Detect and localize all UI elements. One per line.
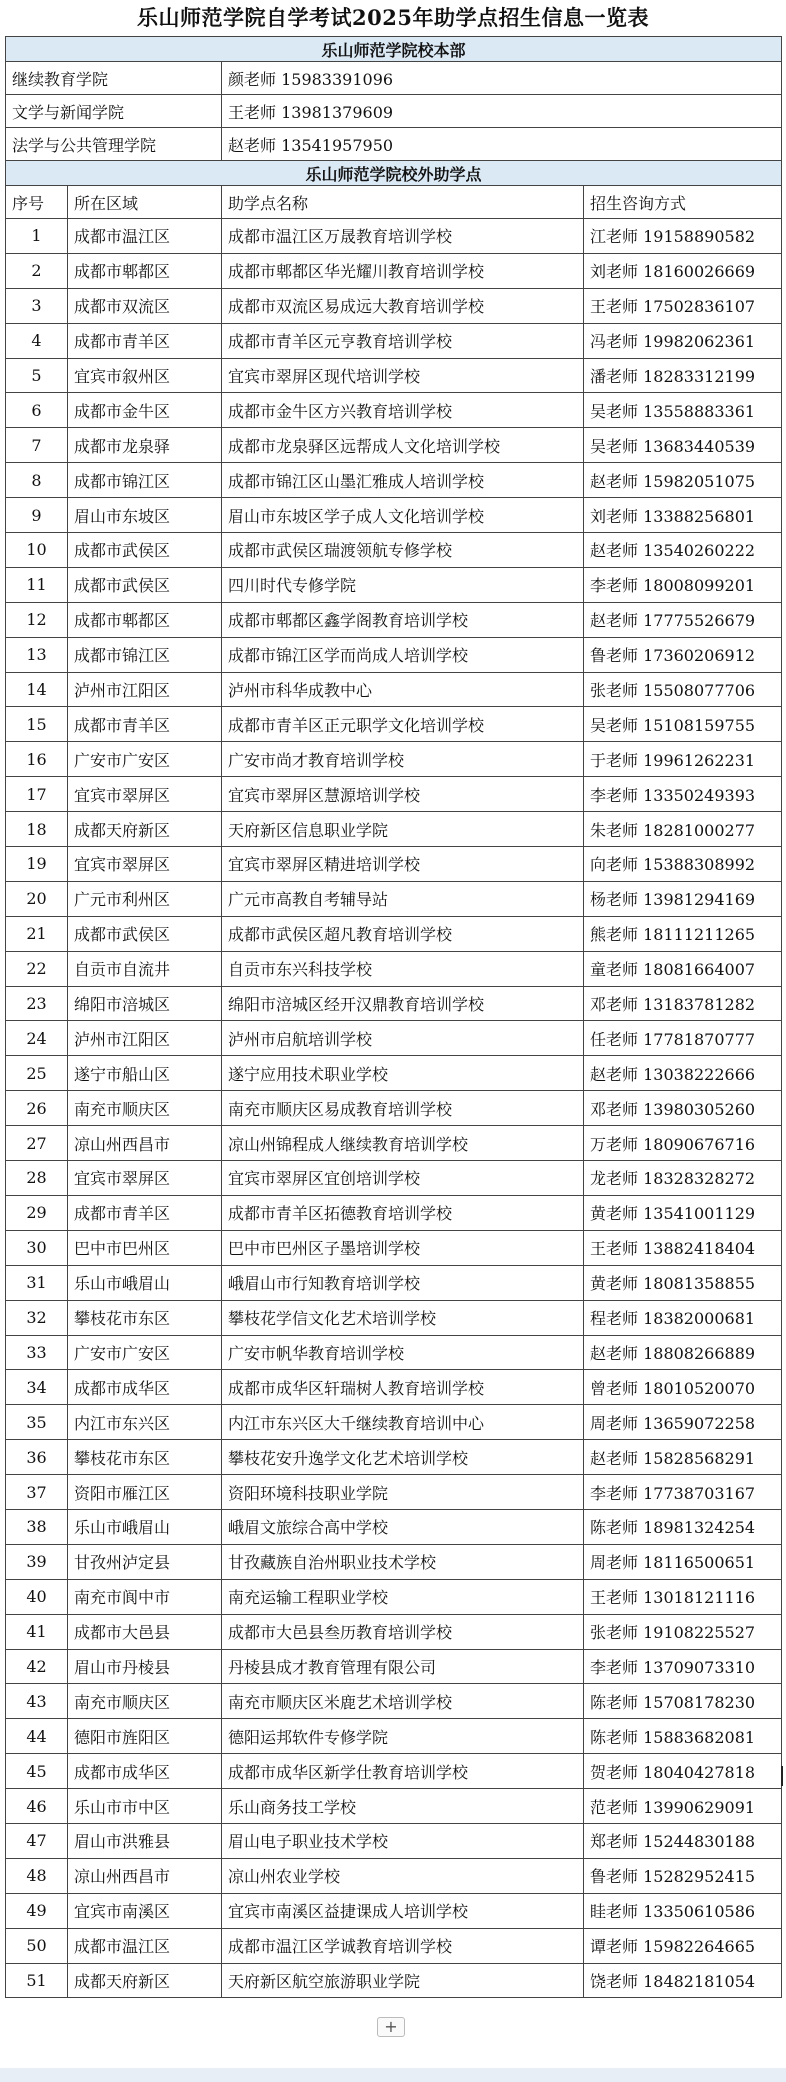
- row-contact: 李老师 18008099201: [584, 567, 782, 602]
- table-row: [6, 358, 782, 393]
- row-region: 广安市广安区: [68, 1335, 222, 1370]
- row-index: 45: [6, 1754, 68, 1789]
- row-index: 51: [6, 1963, 68, 1998]
- row-region: 成都天府新区: [68, 812, 222, 847]
- table-row: [6, 288, 782, 323]
- row-name: 广安市帆华教育培训学校: [222, 1335, 584, 1370]
- row-name: 资阳环境科技职业学院: [222, 1475, 584, 1510]
- row-index: 27: [6, 1126, 68, 1161]
- table-row: [6, 1928, 782, 1963]
- row-contact: 赵老师 15982051075: [584, 463, 782, 498]
- hq-contact: 赵老师 13541957950: [222, 128, 782, 161]
- row-name: 成都市温江区万晟教育培训学校: [222, 219, 584, 254]
- table-row: [6, 1614, 782, 1649]
- row-index: 2: [6, 253, 68, 288]
- row-region: 成都市成华区: [68, 1754, 222, 1789]
- row-index: 7: [6, 428, 68, 463]
- table-header-row: [6, 186, 782, 219]
- row-region: 眉山市洪雅县: [68, 1823, 222, 1858]
- row-index: 1: [6, 219, 68, 254]
- row-region: 广元市利州区: [68, 881, 222, 916]
- table-row: [6, 1161, 782, 1196]
- row-index: 30: [6, 1230, 68, 1265]
- row-contact: 程老师 18382000681: [584, 1300, 782, 1335]
- row-index: 33: [6, 1335, 68, 1370]
- row-index: 5: [6, 358, 68, 393]
- row-index: 44: [6, 1719, 68, 1754]
- row-name: 成都市青羊区元亨教育培训学校: [222, 323, 584, 358]
- row-region: 遂宁市船山区: [68, 1056, 222, 1091]
- row-contact: 黄老师 13541001129: [584, 1195, 782, 1230]
- row-name: 峨眉山市行知教育培训学校: [222, 1265, 584, 1300]
- row-index: 37: [6, 1475, 68, 1510]
- row-contact: 邓老师 13980305260: [584, 1091, 782, 1126]
- table-row: [6, 1789, 782, 1824]
- table-row: [6, 1684, 782, 1719]
- row-contact: 吴老师 13683440539: [584, 428, 782, 463]
- table-row: [6, 1509, 782, 1544]
- row-contact: 黄老师 18081358855: [584, 1265, 782, 1300]
- row-name: 成都市武侯区瑞渡领航专修学校: [222, 533, 584, 568]
- row-index: 29: [6, 1195, 68, 1230]
- row-name: 眉山电子职业技术学校: [222, 1823, 584, 1858]
- row-contact: 童老师 18081664007: [584, 951, 782, 986]
- page-title: 乐山师范学院自学考试2025年助学点招生信息一览表: [137, 5, 649, 30]
- row-name: 宜宾市翠屏区慧源培训学校: [222, 777, 584, 812]
- row-name: 成都市锦江区学而尚成人培训学校: [222, 637, 584, 672]
- row-region: 广安市广安区: [68, 742, 222, 777]
- row-index: 14: [6, 672, 68, 707]
- row-contact: 赵老师 15828568291: [584, 1440, 782, 1475]
- row-name: 天府新区航空旅游职业学院: [222, 1963, 584, 1998]
- row-contact: 陈老师 15883682081: [584, 1719, 782, 1754]
- hq-section-title: 乐山师范学院校本部: [6, 37, 782, 62]
- off-section-header: [6, 161, 782, 186]
- row-index: 31: [6, 1265, 68, 1300]
- row-name: 成都市青羊区拓德教育培训学校: [222, 1195, 584, 1230]
- row-contact: 邓老师 13183781282: [584, 986, 782, 1021]
- row-contact: 贺老师 18040427818: [584, 1754, 782, 1789]
- row-index: 47: [6, 1823, 68, 1858]
- row-contact: 鲁老师 17360206912: [584, 637, 782, 672]
- document: [5, 0, 781, 1998]
- row-name: 攀枝花学信文化艺术培训学校: [222, 1300, 584, 1335]
- row-region: 宜宾市翠屏区: [68, 1161, 222, 1196]
- header-contact: 招生咨询方式: [584, 186, 782, 219]
- table-row: [6, 1963, 782, 1998]
- row-name: 天府新区信息职业学院: [222, 812, 584, 847]
- row-name: 四川时代专修学院: [222, 567, 584, 602]
- row-name: 凉山州锦程成人继续教育培训学校: [222, 1126, 584, 1161]
- table-row: [6, 1300, 782, 1335]
- table-row: [6, 951, 782, 986]
- table-row: [6, 1335, 782, 1370]
- row-contact: 杨老师 13981294169: [584, 881, 782, 916]
- row-region: 成都市郫都区: [68, 602, 222, 637]
- row-region: 乐山市市中区: [68, 1789, 222, 1824]
- row-region: 宜宾市叙州区: [68, 358, 222, 393]
- scroll-marker: [781, 1766, 783, 1786]
- table-row: [6, 881, 782, 916]
- row-name: 泸州市启航培训学校: [222, 1021, 584, 1056]
- row-region: 成都市锦江区: [68, 637, 222, 672]
- row-index: 11: [6, 567, 68, 602]
- table-row: [6, 916, 782, 951]
- table-row: [6, 323, 782, 358]
- row-index: 22: [6, 951, 68, 986]
- row-contact: 赵老师 18808266889: [584, 1335, 782, 1370]
- row-region: 成都市青羊区: [68, 1195, 222, 1230]
- row-region: 成都市大邑县: [68, 1614, 222, 1649]
- table-row: [6, 393, 782, 428]
- row-contact: 潘老师 18283312199: [584, 358, 782, 393]
- row-contact: 熊老师 18111211265: [584, 916, 782, 951]
- hq-contact: 颜老师 15983391096: [222, 62, 782, 95]
- row-name: 成都市金牛区方兴教育培训学校: [222, 393, 584, 428]
- row-name: 攀枝花安升逸学文化艺术培训学校: [222, 1440, 584, 1475]
- table-row: [6, 1230, 782, 1265]
- row-region: 成都市武侯区: [68, 567, 222, 602]
- table-row: [6, 777, 782, 812]
- row-contact: 王老师 13018121116: [584, 1579, 782, 1614]
- row-index: 6: [6, 393, 68, 428]
- row-index: 4: [6, 323, 68, 358]
- table-row: [6, 1370, 782, 1405]
- row-name: 南充运输工程职业学校: [222, 1579, 584, 1614]
- row-region: 南充市顺庆区: [68, 1684, 222, 1719]
- row-name: 成都市武侯区超凡教育培训学校: [222, 916, 584, 951]
- table-row: [6, 1021, 782, 1056]
- row-contact: 张老师 19108225527: [584, 1614, 782, 1649]
- row-name: 乐山商务技工学校: [222, 1789, 584, 1824]
- row-name: 成都市锦江区山墨汇雅成人培训学校: [222, 463, 584, 498]
- row-index: 10: [6, 533, 68, 568]
- row-index: 9: [6, 498, 68, 533]
- row-index: 42: [6, 1649, 68, 1684]
- table-row: [6, 672, 782, 707]
- row-name: 遂宁应用技术职业学校: [222, 1056, 584, 1091]
- add-row-button[interactable]: +: [377, 2017, 405, 2037]
- table-row: [6, 602, 782, 637]
- row-contact: 李老师 13350249393: [584, 777, 782, 812]
- row-index: 38: [6, 1509, 68, 1544]
- table-row: [6, 707, 782, 742]
- row-region: 成都市龙泉驿: [68, 428, 222, 463]
- row-contact: 眭老师 13350610586: [584, 1893, 782, 1928]
- off-section-title: 乐山师范学院校外助学点: [6, 161, 782, 186]
- row-region: 宜宾市翠屏区: [68, 847, 222, 882]
- table-row: [6, 637, 782, 672]
- row-region: 凉山州西昌市: [68, 1126, 222, 1161]
- table-row: [6, 1858, 782, 1893]
- table-row: [6, 1265, 782, 1300]
- row-contact: 周老师 13659072258: [584, 1405, 782, 1440]
- row-index: 8: [6, 463, 68, 498]
- row-name: 峨眉文旅综合高中学校: [222, 1509, 584, 1544]
- row-index: 43: [6, 1684, 68, 1719]
- row-contact: 朱老师 18281000277: [584, 812, 782, 847]
- row-index: 28: [6, 1161, 68, 1196]
- row-contact: 李老师 17738703167: [584, 1475, 782, 1510]
- table-row: [6, 1405, 782, 1440]
- row-index: 46: [6, 1789, 68, 1824]
- row-name: 自贡市东兴科技学校: [222, 951, 584, 986]
- table-row: [6, 498, 782, 533]
- hq-row: [6, 128, 782, 161]
- row-name: 绵阳市涪城区经开汉鼎教育培训学校: [222, 986, 584, 1021]
- row-region: 成都市青羊区: [68, 323, 222, 358]
- row-name: 成都市青羊区正元职学文化培训学校: [222, 707, 584, 742]
- bottom-bar: [0, 2068, 786, 2082]
- header-region: 所在区域: [68, 186, 222, 219]
- row-region: 成都市锦江区: [68, 463, 222, 498]
- row-name: 南充市顺庆区米鹿艺术培训学校: [222, 1684, 584, 1719]
- row-index: 36: [6, 1440, 68, 1475]
- hq-row: [6, 62, 782, 95]
- hq-college: 继续教育学院: [6, 62, 222, 95]
- row-region: 泸州市江阳区: [68, 672, 222, 707]
- row-contact: 饶老师 18482181054: [584, 1963, 782, 1998]
- row-name: 德阳运邦软件专修学院: [222, 1719, 584, 1754]
- header-name: 助学点名称: [222, 186, 584, 219]
- table-row: [6, 1091, 782, 1126]
- table-row: [6, 1544, 782, 1579]
- row-name: 成都市成华区新学仕教育培训学校: [222, 1754, 584, 1789]
- table-row: [6, 253, 782, 288]
- row-contact: 万老师 18090676716: [584, 1126, 782, 1161]
- row-region: 成都市双流区: [68, 288, 222, 323]
- row-region: 成都市武侯区: [68, 533, 222, 568]
- row-region: 成都市温江区: [68, 219, 222, 254]
- row-contact: 李老师 13709073310: [584, 1649, 782, 1684]
- table-row: [6, 567, 782, 602]
- row-contact: 赵老师 13540260222: [584, 533, 782, 568]
- row-index: 41: [6, 1614, 68, 1649]
- row-index: 19: [6, 847, 68, 882]
- row-name: 成都市郫都区鑫学阁教育培训学校: [222, 602, 584, 637]
- table-row: [6, 1823, 782, 1858]
- row-region: 内江市东兴区: [68, 1405, 222, 1440]
- table-row: [6, 1649, 782, 1684]
- row-name: 广安市尚才教育培训学校: [222, 742, 584, 777]
- table-row: [6, 463, 782, 498]
- row-contact: 任老师 17781870777: [584, 1021, 782, 1056]
- row-contact: 王老师 13882418404: [584, 1230, 782, 1265]
- row-index: 13: [6, 637, 68, 672]
- row-contact: 刘老师 13388256801: [584, 498, 782, 533]
- row-index: 32: [6, 1300, 68, 1335]
- row-contact: 陈老师 15708178230: [584, 1684, 782, 1719]
- row-index: 34: [6, 1370, 68, 1405]
- row-region: 德阳市旌阳区: [68, 1719, 222, 1754]
- row-region: 宜宾市翠屏区: [68, 777, 222, 812]
- row-contact: 向老师 15388308992: [584, 847, 782, 882]
- row-region: 成都市金牛区: [68, 393, 222, 428]
- row-index: 24: [6, 1021, 68, 1056]
- row-index: 23: [6, 986, 68, 1021]
- row-index: 25: [6, 1056, 68, 1091]
- hq-college: 文学与新闻学院: [6, 95, 222, 128]
- hq-college: 法学与公共管理学院: [6, 128, 222, 161]
- table-row: [6, 428, 782, 463]
- table-row: [6, 1475, 782, 1510]
- row-name: 宜宾市翠屏区宜创培训学校: [222, 1161, 584, 1196]
- row-index: 40: [6, 1579, 68, 1614]
- row-name: 成都市成华区轩瑞树人教育培训学校: [222, 1370, 584, 1405]
- row-region: 宜宾市南溪区: [68, 1893, 222, 1928]
- row-region: 巴中市巴州区: [68, 1230, 222, 1265]
- row-contact: 吴老师 13558883361: [584, 393, 782, 428]
- row-name: 南充市顺庆区易成教育培训学校: [222, 1091, 584, 1126]
- hq-row: [6, 95, 782, 128]
- row-index: 26: [6, 1091, 68, 1126]
- row-contact: 赵老师 17775526679: [584, 602, 782, 637]
- row-name: 广元市高教自考辅导站: [222, 881, 584, 916]
- table-row: [6, 986, 782, 1021]
- table-row: [6, 1195, 782, 1230]
- off-campus-table: [5, 160, 782, 1998]
- row-region: 绵阳市涪城区: [68, 986, 222, 1021]
- row-contact: 于老师 19961262231: [584, 742, 782, 777]
- header-idx: 序号: [6, 186, 68, 219]
- row-name: 眉山市东坡区学子成人文化培训学校: [222, 498, 584, 533]
- row-name: 泸州市科华成教中心: [222, 672, 584, 707]
- row-name: 宜宾市南溪区益捷课成人培训学校: [222, 1893, 584, 1928]
- row-name: 巴中市巴州区子墨培训学校: [222, 1230, 584, 1265]
- table-row: [6, 742, 782, 777]
- row-name: 宜宾市翠屏区现代培训学校: [222, 358, 584, 393]
- hq-section-header: [6, 37, 782, 62]
- row-region: 南充市阆中市: [68, 1579, 222, 1614]
- row-region: 乐山市峨眉山: [68, 1509, 222, 1544]
- row-region: 成都市青羊区: [68, 707, 222, 742]
- hq-contact: 王老师 13981379609: [222, 95, 782, 128]
- row-name: 成都市龙泉驿区远帮成人文化培训学校: [222, 428, 584, 463]
- table-row: [6, 1579, 782, 1614]
- row-region: 成都市武侯区: [68, 916, 222, 951]
- row-name: 成都市郫都区华光耀川教育培训学校: [222, 253, 584, 288]
- row-index: 49: [6, 1893, 68, 1928]
- row-region: 成都市成华区: [68, 1370, 222, 1405]
- row-contact: 龙老师 18328328272: [584, 1161, 782, 1196]
- row-contact: 范老师 13990629091: [584, 1789, 782, 1824]
- row-region: 自贡市自流井: [68, 951, 222, 986]
- row-region: 成都天府新区: [68, 1963, 222, 1998]
- row-index: 35: [6, 1405, 68, 1440]
- row-name: 凉山州农业学校: [222, 1858, 584, 1893]
- table-row: [6, 1056, 782, 1091]
- row-index: 17: [6, 777, 68, 812]
- row-contact: 吴老师 15108159755: [584, 707, 782, 742]
- row-contact: 郑老师 15244830188: [584, 1823, 782, 1858]
- row-contact: 鲁老师 15282952415: [584, 1858, 782, 1893]
- table-row: [6, 1893, 782, 1928]
- row-index: 3: [6, 288, 68, 323]
- row-region: 眉山市东坡区: [68, 498, 222, 533]
- row-region: 眉山市丹棱县: [68, 1649, 222, 1684]
- row-index: 39: [6, 1544, 68, 1579]
- row-region: 南充市顺庆区: [68, 1091, 222, 1126]
- row-region: 甘孜州泸定县: [68, 1544, 222, 1579]
- row-index: 50: [6, 1928, 68, 1963]
- row-contact: 谭老师 15982264665: [584, 1928, 782, 1963]
- row-name: 成都市双流区易成远大教育培训学校: [222, 288, 584, 323]
- row-contact: 王老师 17502836107: [584, 288, 782, 323]
- row-contact: 陈老师 18981324254: [584, 1509, 782, 1544]
- row-index: 12: [6, 602, 68, 637]
- row-contact: 周老师 18116500651: [584, 1544, 782, 1579]
- row-contact: 江老师 19158890582: [584, 219, 782, 254]
- row-contact: 刘老师 18160026669: [584, 253, 782, 288]
- table-row: [6, 219, 782, 254]
- row-contact: 赵老师 13038222666: [584, 1056, 782, 1091]
- row-name: 宜宾市翠屏区精进培训学校: [222, 847, 584, 882]
- hq-table: [5, 36, 782, 161]
- table-row: [6, 1440, 782, 1475]
- table-row: [6, 1754, 782, 1789]
- row-name: 丹棱县成才教育管理有限公司: [222, 1649, 584, 1684]
- row-index: 21: [6, 916, 68, 951]
- row-contact: 冯老师 19982062361: [584, 323, 782, 358]
- row-region: 成都市郫都区: [68, 253, 222, 288]
- row-name: 成都市大邑县叁历教育培训学校: [222, 1614, 584, 1649]
- row-contact: 曾老师 18010520070: [584, 1370, 782, 1405]
- table-row: [6, 812, 782, 847]
- row-name: 甘孜藏族自治州职业技术学校: [222, 1544, 584, 1579]
- row-region: 攀枝花市东区: [68, 1440, 222, 1475]
- row-index: 20: [6, 881, 68, 916]
- row-region: 泸州市江阳区: [68, 1021, 222, 1056]
- row-index: 16: [6, 742, 68, 777]
- row-region: 攀枝花市东区: [68, 1300, 222, 1335]
- row-index: 18: [6, 812, 68, 847]
- row-index: 48: [6, 1858, 68, 1893]
- row-contact: 张老师 15508077706: [584, 672, 782, 707]
- row-name: 成都市温江区学诚教育培训学校: [222, 1928, 584, 1963]
- row-region: 资阳市雁江区: [68, 1475, 222, 1510]
- table-row: [6, 847, 782, 882]
- table-row: [6, 1126, 782, 1161]
- table-row: [6, 1719, 782, 1754]
- row-region: 成都市温江区: [68, 1928, 222, 1963]
- row-index: 15: [6, 707, 68, 742]
- row-region: 凉山州西昌市: [68, 1858, 222, 1893]
- row-name: 内江市东兴区大千继续教育培训中心: [222, 1405, 584, 1440]
- row-region: 乐山市峨眉山: [68, 1265, 222, 1300]
- table-row: [6, 533, 782, 568]
